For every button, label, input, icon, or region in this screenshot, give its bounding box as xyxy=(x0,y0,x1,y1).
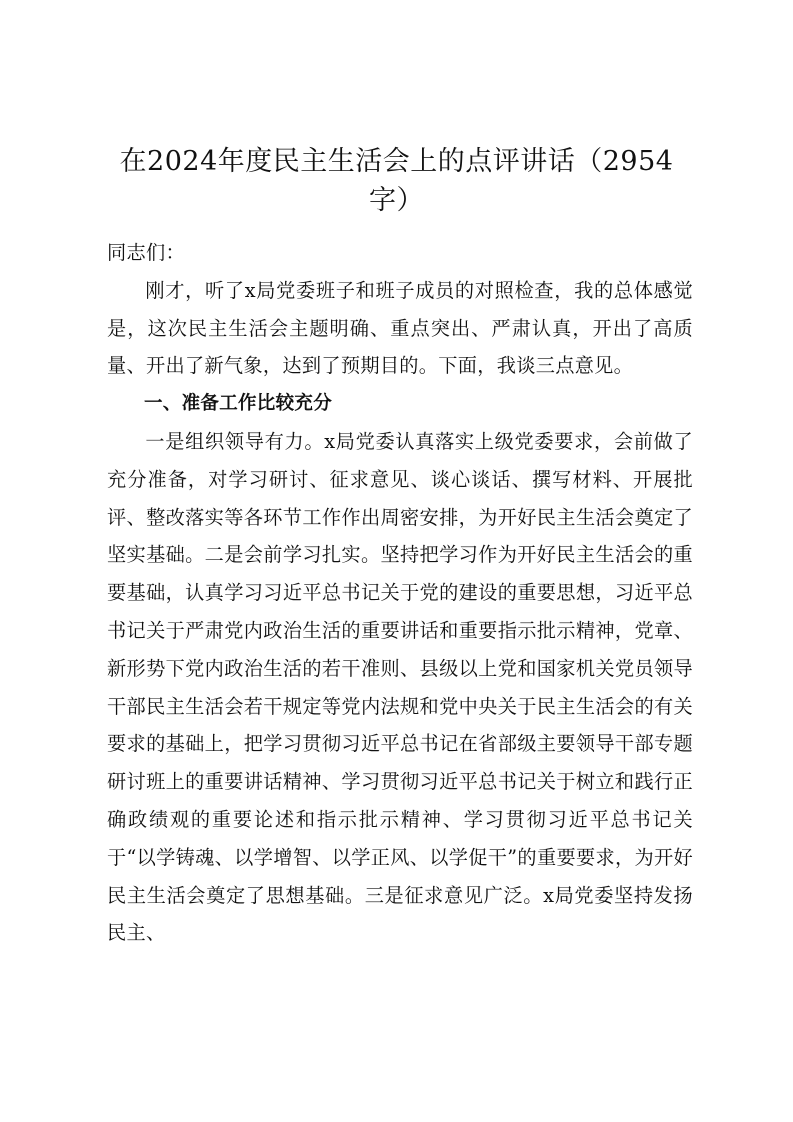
document-title: 在2024年度民主生活会上的点评讲话（2954字） xyxy=(119,146,674,216)
intro-paragraph: 刚才，听了x局党委班子和班子成员的对照检查，我的总体感觉是，这次民主生活会主题明确、重点突出、严肃认真，开出了高质量、开出了新气象，达到了预期目的。下面，我谈三点意见。 xyxy=(107,278,693,378)
salutation: 同志们： xyxy=(107,241,185,264)
section-heading: 一、准备工作比较充分 xyxy=(144,393,333,415)
document-body xyxy=(107,234,693,952)
section-paragraph: 一是组织领导有力。x局党委认真落实上级党委要求，会前做了充分准备，对学习研讨、征求意见、谈心谈话、撰写材料、开展批评、整改落实等各环节工作作出周密安排，为开好民主生活会奠定了坚实基础。二是会前学习扎实。坚持把学习作为开好民主生活会的重要基础，认真学习习近平总书记关于党的建设的重要思想，习近平总书记关于严肃党内政治生活的重要讲话和重要指示批示精神，党章、新形势下党内政治生活的若干准则、县级以上党和国家机关党员领导干部民主生活会若干规定等党内法规和党中央关于民主生活会的有关要求的基础上，把学习贯彻习近平总书记在省部级主要领导干部专题研讨班上的重要讲话精神、学习贯彻习近平总书记关于树立和践行正确政绩观的重要论述和指示批示精神、学习贯彻习近平总书记关于“以学铸魂、以学增智、以学正风、以学促干”的重要要求，为开好民主生活会奠定了思想基础。三是征求意见广泛。x局党委坚持发扬民主、 xyxy=(107,429,693,945)
